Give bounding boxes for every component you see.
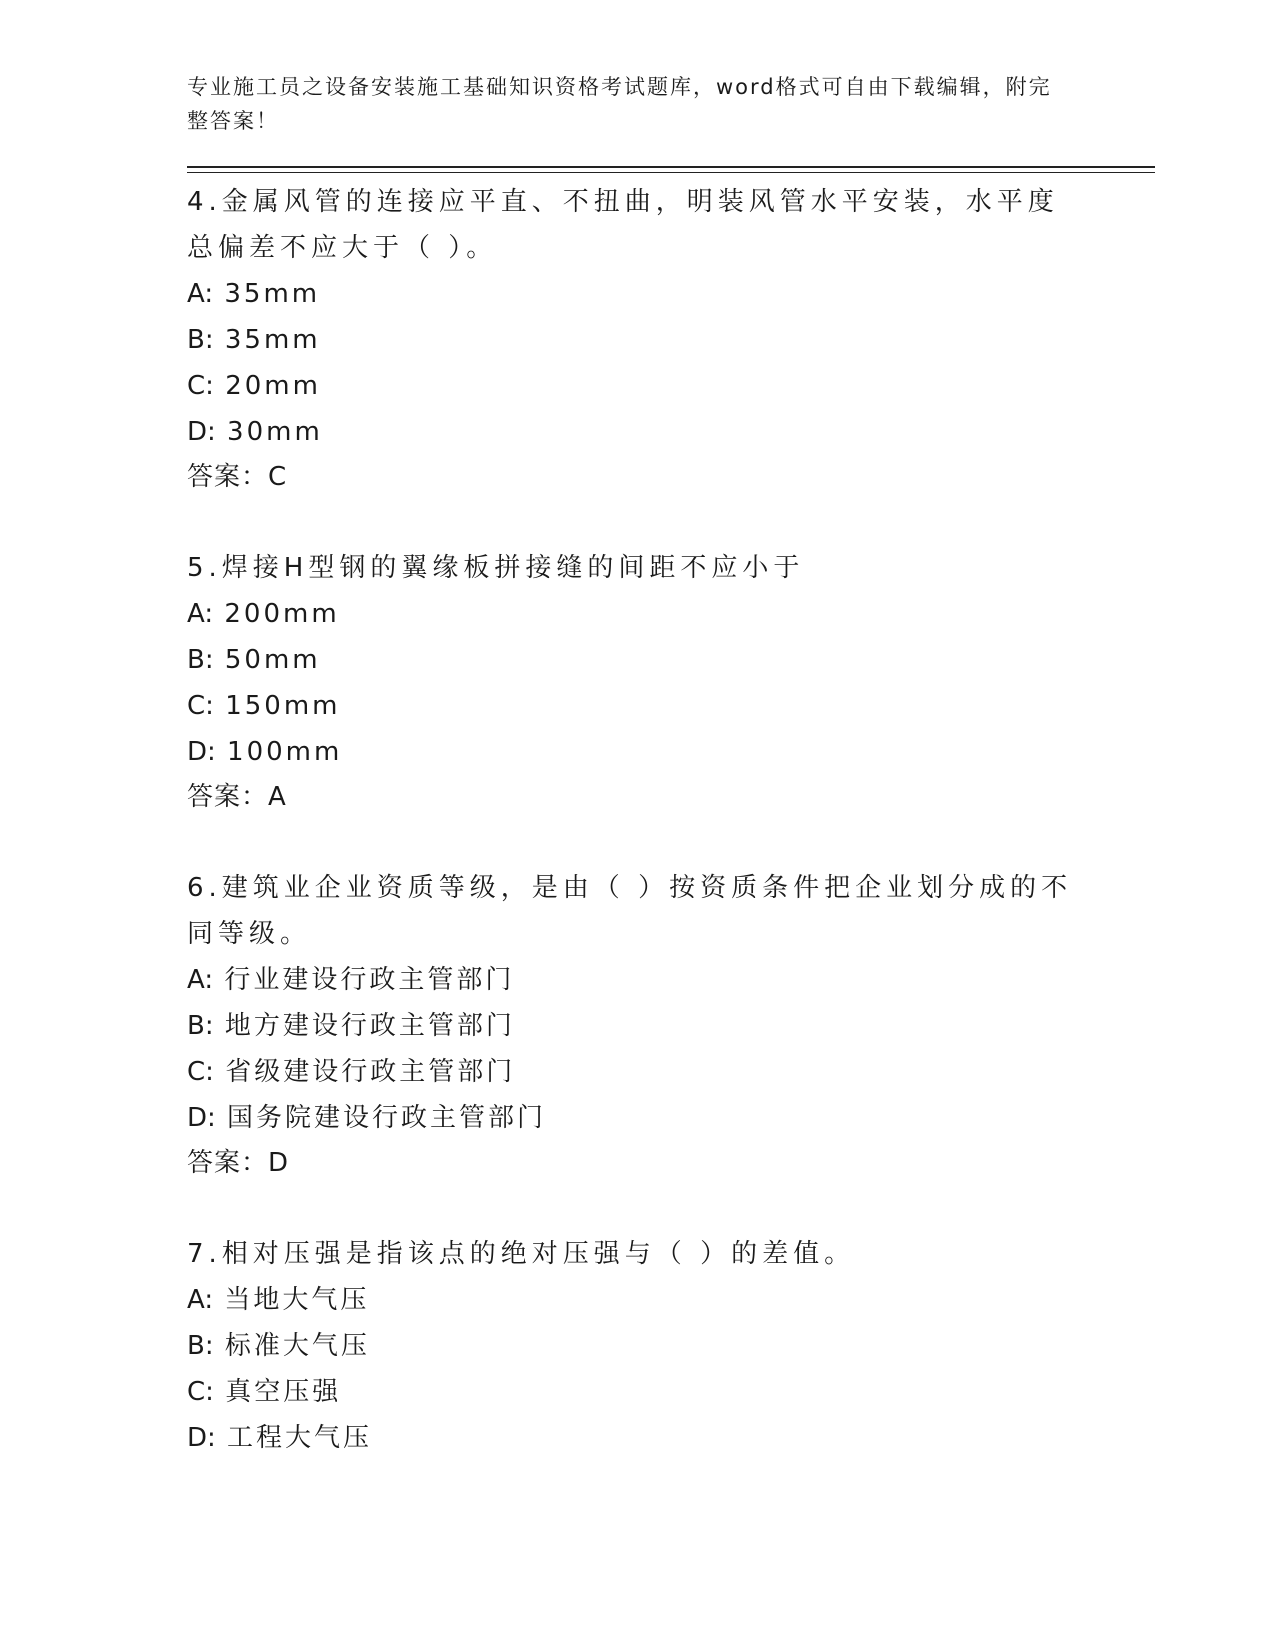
option-text: 20mm [225, 371, 321, 401]
option-text: 当地大气压 [224, 1285, 370, 1315]
option-key: C: [187, 1057, 214, 1087]
option-key: C: [187, 371, 214, 401]
answer-option [187, 363, 1155, 409]
answer-option [187, 957, 1155, 1003]
option-key: C: [187, 691, 214, 721]
answer-option [187, 1003, 1155, 1049]
question-block [187, 545, 1155, 819]
option-key: D: [187, 737, 216, 767]
answer-option [187, 637, 1155, 683]
option-key: D: [187, 1103, 216, 1133]
header-divider [187, 166, 1155, 173]
option-text: 国务院建设行政主管部门 [227, 1103, 547, 1133]
option-key: A: [187, 965, 214, 995]
answer-line: 答案：D [187, 1148, 290, 1178]
answer-option [187, 1095, 1155, 1141]
option-key: B: [187, 325, 214, 355]
answer-option [187, 317, 1155, 363]
question-block [187, 865, 1155, 1185]
option-key: C: [187, 1377, 214, 1407]
answer-line: 答案：A [187, 782, 287, 812]
divider-thin-line [187, 172, 1155, 173]
option-key: A: [187, 1285, 214, 1315]
answer-line: 答案：C [187, 462, 288, 492]
option-text: 省级建设行政主管部门 [225, 1057, 516, 1087]
option-key: B: [187, 645, 214, 675]
option-text: 地方建设行政主管部门 [224, 1011, 515, 1041]
option-text: 200mm [224, 599, 340, 629]
answer-option [187, 591, 1155, 637]
option-text: 35mm [224, 325, 321, 355]
question-stem: 5.焊接H型钢的翼缘板拼接缝的间距不应小于 [187, 553, 805, 583]
option-key: D: [187, 1423, 216, 1453]
document-header: 专业施工员之设备安装施工基础知识资格考试题库，word格式可自由下载编辑，附完整答案！ [187, 75, 1052, 133]
document-page [187, 70, 1155, 1507]
answer-option [187, 1277, 1155, 1323]
option-key: B: [187, 1331, 214, 1361]
option-text: 真空压强 [225, 1377, 342, 1407]
question-stem: 6.建筑业企业资质等级，是由（ ）按资质条件把企业划分成的不同等级。 [187, 873, 1073, 949]
option-key: B: [187, 1011, 214, 1041]
option-text: 标准大气压 [224, 1331, 370, 1361]
answer-option [187, 683, 1155, 729]
option-text: 150mm [225, 691, 341, 721]
answer-option [187, 271, 1155, 317]
divider-thick-line [187, 166, 1155, 168]
option-key: A: [187, 279, 214, 309]
answer-option [187, 729, 1155, 775]
option-text: 50mm [224, 645, 321, 675]
question-block [187, 179, 1155, 499]
option-text: 30mm [227, 417, 323, 447]
option-text: 35mm [224, 279, 321, 309]
question-stem: 7.相对压强是指该点的绝对压强与（ ）的差值。 [187, 1239, 856, 1269]
answer-option [187, 1369, 1155, 1415]
answer-option [187, 409, 1155, 455]
question-list [187, 179, 1155, 1461]
answer-option [187, 1049, 1155, 1095]
option-text: 100mm [227, 737, 343, 767]
question-stem: 4.金属风管的连接应平直、不扭曲，明装风管水平安装，水平度总偏差不应大于（ ）。 [187, 187, 1059, 263]
option-text: 工程大气压 [227, 1423, 373, 1453]
question-block [187, 1231, 1155, 1461]
answer-option [187, 1415, 1155, 1461]
option-key: A: [187, 599, 214, 629]
option-text: 行业建设行政主管部门 [224, 965, 515, 995]
option-key: D: [187, 417, 216, 447]
answer-option [187, 1323, 1155, 1369]
